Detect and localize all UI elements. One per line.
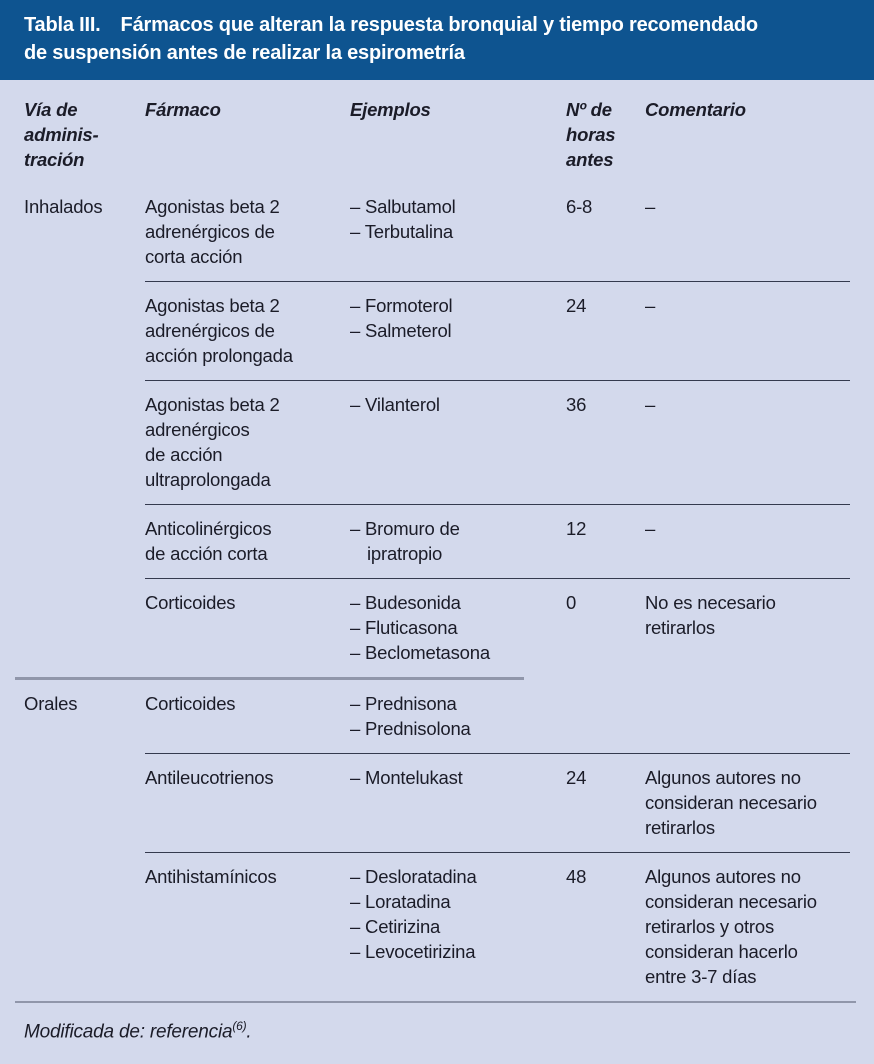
farmaco-line: Antihistamínicos	[145, 866, 277, 887]
table-row	[24, 381, 850, 504]
cell-via	[24, 392, 145, 492]
cell-ejemplos	[350, 293, 560, 368]
title-line-1	[24, 11, 850, 39]
footnote-reference-number: (6)	[232, 1019, 247, 1033]
ejemplo-line: ipratropio	[367, 543, 443, 564]
cell-comentario	[645, 516, 850, 566]
cell-via	[24, 516, 145, 566]
cell-comentario	[645, 293, 850, 368]
cell-comentario	[645, 392, 850, 492]
farmaco-line: adrenérgicos	[145, 419, 250, 440]
farmaco-line: acción prolongada	[145, 345, 293, 366]
horas-value: 36	[566, 394, 587, 415]
via-label: Orales	[24, 693, 78, 714]
table-row	[24, 579, 850, 677]
horas-value: 0	[566, 592, 577, 613]
cell-comentario	[645, 194, 850, 269]
column-header-line: Vía de	[24, 99, 78, 120]
via-label: Inhalados	[24, 196, 103, 217]
table-body	[24, 183, 850, 1003]
cell-comentario	[645, 864, 850, 989]
comentario-line: consideran necesario	[645, 792, 817, 813]
ejemplo-line: – Prednisolona	[350, 718, 471, 739]
cell-farmaco	[145, 765, 350, 840]
table-row	[24, 754, 850, 852]
column-header-horas	[560, 97, 645, 172]
farmaco-line: Agonistas beta 2	[145, 196, 280, 217]
cell-ejemplos	[350, 864, 560, 989]
cell-horas	[560, 392, 645, 492]
ejemplo-line: – Salbutamol	[350, 196, 456, 217]
horas-value: 24	[566, 767, 587, 788]
cell-via	[24, 864, 145, 989]
farmaco-line: de acción	[145, 444, 223, 465]
comentario-line: –	[645, 196, 656, 217]
cell-via	[24, 194, 145, 269]
cell-via	[24, 691, 145, 741]
cell-farmaco	[145, 691, 350, 741]
cell-ejemplos	[350, 392, 560, 492]
cell-ejemplos	[350, 590, 560, 665]
cell-horas	[560, 516, 645, 566]
footnote-period: .	[246, 1021, 252, 1043]
farmaco-line: ultraprolongada	[145, 469, 271, 490]
cell-comentario	[645, 765, 850, 840]
comentario-line: consideran hacerlo	[645, 941, 798, 962]
table-title-bar	[0, 0, 874, 80]
ejemplo-line: – Budesonida	[350, 592, 461, 613]
farmaco-line: Antileucotrienos	[145, 767, 274, 788]
column-header-line: Fármaco	[145, 99, 221, 120]
ejemplo-line: – Formoterol	[350, 295, 453, 316]
cell-farmaco	[145, 392, 350, 492]
ejemplo-line: – Cetirizina	[350, 916, 441, 937]
footnote	[24, 1003, 850, 1043]
farmaco-line: Corticoides	[145, 693, 236, 714]
cell-horas	[560, 864, 645, 989]
horas-value: 12	[566, 518, 587, 539]
cell-farmaco	[145, 516, 350, 566]
horas-value: 6-8	[566, 196, 593, 217]
cell-ejemplos	[350, 765, 560, 840]
column-header-line: antes	[566, 149, 614, 170]
comentario-line: retirarlos y otros	[645, 916, 775, 937]
cell-comentario	[645, 590, 850, 665]
column-header-line: horas	[566, 124, 616, 145]
table-row	[24, 282, 850, 380]
cell-farmaco	[145, 194, 350, 269]
ejemplo-line: – Prednisona	[350, 693, 457, 714]
cell-ejemplos	[350, 194, 560, 269]
cell-horas	[560, 691, 645, 741]
cell-via	[24, 293, 145, 368]
comentario-line: retirarlos	[645, 617, 715, 638]
farmaco-line: Agonistas beta 2	[145, 394, 280, 415]
cell-horas	[560, 590, 645, 665]
farmaco-line: Corticoides	[145, 592, 236, 613]
comentario-line: Algunos autores no	[645, 767, 801, 788]
column-header-line: Comentario	[645, 99, 746, 120]
table-row	[24, 853, 850, 1001]
cell-horas	[560, 765, 645, 840]
column-header-comentario	[645, 97, 850, 172]
column-header-line: Ejemplos	[350, 99, 431, 120]
column-header-line: adminis-	[24, 124, 99, 145]
comentario-line: entre 3-7 días	[645, 966, 757, 987]
ejemplo-line: – Loratadina	[350, 891, 451, 912]
cell-farmaco	[145, 293, 350, 368]
table-row	[24, 505, 850, 578]
column-header-farmaco	[145, 97, 350, 172]
footnote-text: Modificada de: referencia	[24, 1021, 233, 1043]
cell-ejemplos	[350, 516, 560, 566]
ejemplo-line: – Levocetirizina	[350, 941, 476, 962]
ejemplo-line: – Bromuro de	[350, 518, 460, 539]
horas-value: 48	[566, 866, 587, 887]
column-header-line: tración	[24, 149, 85, 170]
farmaco-line: de acción corta	[145, 543, 268, 564]
ejemplo-line: – Salmeterol	[350, 320, 452, 341]
table-number-label: Tabla III.	[24, 14, 101, 36]
ejemplo-line: – Desloratadina	[350, 866, 477, 887]
column-header-line: Nº de	[566, 99, 612, 120]
cell-ejemplos	[350, 691, 560, 741]
comentario-line: retirarlos	[645, 817, 715, 838]
cell-horas	[560, 293, 645, 368]
comentario-line: Algunos autores no	[645, 866, 801, 887]
farmaco-line: corta acción	[145, 246, 243, 267]
cell-farmaco	[145, 590, 350, 665]
farmaco-line: Anticolinérgicos	[145, 518, 272, 539]
ejemplo-line: – Montelukast	[350, 767, 463, 788]
cell-via	[24, 765, 145, 840]
column-header-ejemplos	[350, 97, 560, 172]
title-line-2: de suspensión antes de realizar la espirometría	[24, 42, 465, 64]
cell-horas	[560, 194, 645, 269]
ejemplo-line: – Vilanterol	[350, 394, 440, 415]
farmaco-line: adrenérgicos de	[145, 221, 275, 242]
comentario-line: No es necesario	[645, 592, 776, 613]
comentario-line: –	[645, 295, 656, 316]
table-row	[24, 183, 850, 281]
cell-comentario	[645, 691, 850, 741]
table-row	[24, 680, 850, 753]
column-header-via	[24, 97, 145, 172]
ejemplo-line: – Terbutalina	[350, 221, 453, 242]
farmaco-line: Agonistas beta 2	[145, 295, 280, 316]
comentario-line: consideran necesario	[645, 891, 817, 912]
farmaco-line: adrenérgicos de	[145, 320, 275, 341]
ejemplo-line: – Beclometasona	[350, 642, 490, 663]
table-column-headers	[24, 80, 850, 183]
comentario-line: –	[645, 518, 656, 539]
cell-farmaco	[145, 864, 350, 989]
cell-via	[24, 590, 145, 665]
horas-value: 24	[566, 295, 587, 316]
table-content	[0, 80, 874, 1043]
table-title-text: Fármacos que alteran la respuesta bronquial y tiempo recomendado	[120, 14, 758, 36]
ejemplo-line: – Fluticasona	[350, 617, 458, 638]
comentario-line: –	[645, 394, 656, 415]
